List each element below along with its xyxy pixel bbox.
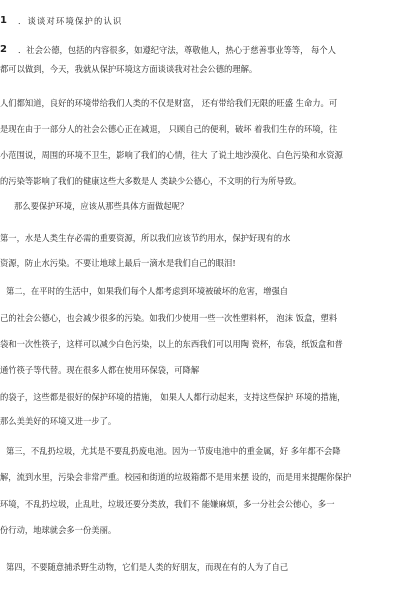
- heading-1-text: ．谈谈对环境保护的认识: [18, 16, 123, 26]
- paragraph-line: 第三，不乱扔垃圾，尤其是不要乱扔废电池。因为一节废电池中的重金属，好 多年都不会降: [6, 446, 341, 456]
- heading-2-text: ．社会公德，包括的内容很多，如遵纪守法，尊敬他人，热心于慈善事业等等， 每个人: [18, 45, 336, 55]
- heading-1: [0, 14, 400, 28]
- paragraph-line: 的污染等影响了我们的健康这些大多数是人 类缺少公德心，不文明的行为所导致。: [0, 176, 302, 186]
- paragraph-line: 那么美美好的环境又进一步了。: [0, 416, 117, 426]
- paragraph-line: 份行动，地球就会多一份美丽。: [0, 525, 117, 535]
- paragraph-line: 通竹筷子等代替。现在很多人都在使用环保袋，可降解: [0, 365, 200, 375]
- paragraph-line: 人们都知道，良好的环境带给我们人类的不仅是财富， 还有带给我们无限的旺盛 生命力。可: [0, 98, 338, 108]
- paragraph-line: 袋和一次性筷子，这样可以减少白色污染，以上的东西我们可以用陶 瓷杯，布袋，纸饭盒和普: [0, 339, 343, 349]
- paragraph-line: 第四，不要随意捕杀野生动物，它们是人类的好朋友，而现在有的人为了自己: [6, 562, 289, 572]
- paragraph-line: 小范围说，周围的环境不卫生，影响了我们的心情，往大 了说土地沙漠化、白色污染和水资源: [0, 150, 343, 160]
- heading-2-number: 2: [0, 44, 7, 55]
- paragraph-line: 环境，不乱扔垃圾，止乱吐，垃圾还要分类放，我们不 能嫌麻烦，多一分社会公徳心，多一: [0, 499, 335, 509]
- heading-2: [0, 43, 400, 57]
- paragraph-line: 己的社会公德心，也会减少很多的污染。如我们少使用一些一次性塑料杯， 泡沫 饭盒，塑料: [0, 313, 338, 323]
- paragraph-line: 是现在由于一部分人的社会公德心正在减退， 只顾自己的便利，破坏 着我们生存的环境，往: [0, 124, 338, 134]
- paragraph-line: 解，流到水里，污染会非常严重。校园和街道的垃圾箱都不是用来摆 设的，而是用来提醒你保护: [0, 472, 352, 482]
- paragraph-line: 都可以做到，今天，我就从保护环境这方面谈谈我对社会公德的理解。: [0, 64, 258, 74]
- paragraph-line: 第二，在平时的生活中，如果我们每个人都考虑到环境被破坏的危害，增强自: [6, 286, 289, 296]
- paragraph-line: 那么要保护环境，应该从那些具体方面做起呢？: [14, 201, 189, 211]
- paragraph-line: 的袋子，这些都是很好的保护环境的措施， 如果人人都行动起来，支持这些保护 环境的措施，: [0, 392, 346, 402]
- paragraph-line: 资源，防止水污染。不要让地球上最后一滴水是我们自己的眼泪!: [0, 258, 236, 268]
- heading-1-number: 1: [0, 15, 7, 26]
- paragraph-line: 第一，水是人类生存必需的重要资源，所以我们应该节约用水，保护好现有的水: [0, 233, 291, 243]
